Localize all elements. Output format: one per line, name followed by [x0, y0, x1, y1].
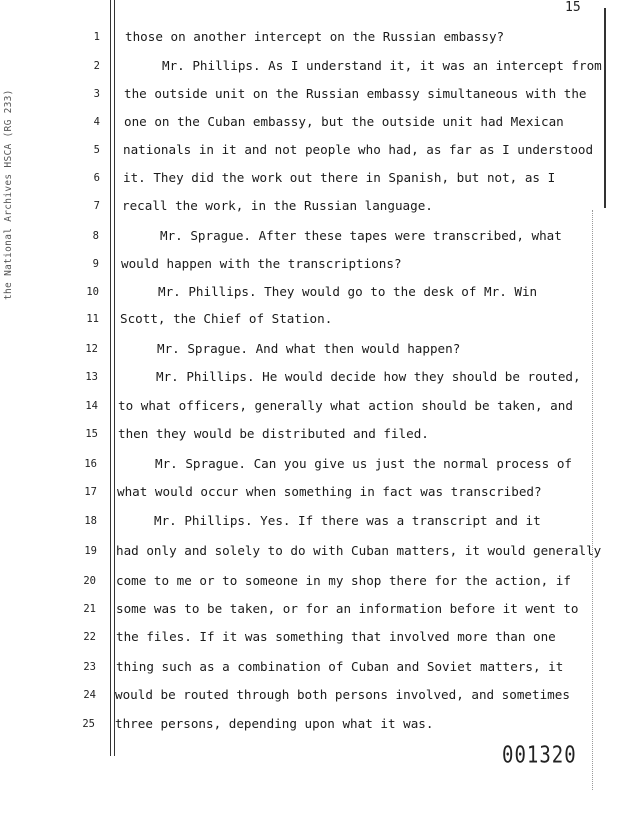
line-number: 6	[93, 172, 100, 184]
right-margin-rule	[604, 8, 606, 208]
transcript-line: come to me or to someone in my shop there for the action, if	[116, 573, 571, 588]
line-number: 4	[93, 116, 100, 128]
line-number: 25	[82, 718, 95, 730]
line-number: 5	[93, 144, 100, 156]
line-number: 20	[83, 575, 96, 587]
line-number: 19	[84, 545, 97, 557]
transcript-line: Mr. Phillips. He would decide how they should be routed,	[156, 369, 581, 384]
line-number: 17	[84, 486, 97, 498]
transcript-line: Mr. Sprague. Can you give us just the normal process of	[155, 456, 573, 471]
transcript-line: Mr. Sprague. After these tapes were transcribed, what	[160, 228, 562, 243]
transcript-line: nationals in it and not people who had, as far as I understood	[123, 142, 594, 157]
line-number: 24	[83, 689, 96, 701]
right-margin-rule-lower	[592, 210, 593, 790]
transcript-line: Mr. Phillips. Yes. If there was a transcript and it	[154, 513, 541, 528]
transcript-line: three persons, depending upon what it was.	[115, 716, 434, 731]
archive-stamp: the National Archives HSCA (RG 233)	[3, 89, 14, 300]
line-number: 12	[85, 343, 98, 355]
transcript-line: would happen with the transcriptions?	[121, 256, 402, 271]
transcript-line: recall the work, in the Russian language.	[122, 198, 433, 213]
transcript-line: what would occur when something in fact was transcribed?	[117, 484, 542, 499]
line-number: 9	[92, 258, 99, 270]
transcript-line: Mr. Sprague. And what then would happen?	[157, 341, 461, 356]
transcript-line: to what officers, generally what action should be taken, and	[118, 398, 573, 413]
page-number: 15	[565, 0, 581, 15]
line-number: 1	[93, 31, 100, 43]
line-number: 3	[93, 88, 100, 100]
transcript-line: one on the Cuban embassy, but the outside unit had Mexican	[124, 114, 564, 129]
line-number: 22	[83, 631, 96, 643]
transcript-line: some was to be taken, or for an information before it went to	[116, 601, 579, 616]
transcript-line: those on another intercept on the Russian embassy?	[125, 29, 505, 44]
transcript-line: Mr. Phillips. They would go to the desk of Mr. Win	[158, 284, 538, 299]
transcript-line: the files. If it was something that involved more than one	[116, 629, 556, 644]
transcript-line: had only and solely to do with Cuban matters, it would generally	[116, 543, 602, 558]
transcript-line: Mr. Phillips. As I understand it, it was an intercept from	[162, 58, 602, 73]
line-number: 23	[83, 661, 96, 673]
transcript-line: the outside unit on the Russian embassy simultaneous with the	[124, 86, 587, 101]
line-number: 10	[86, 286, 99, 298]
line-number: 14	[85, 400, 98, 412]
left-margin-rule	[110, 0, 111, 756]
transcript-line: would be routed through both persons involved, and sometimes	[115, 687, 570, 702]
transcript-line: then they would be distributed and filed.	[118, 426, 429, 441]
left-margin-rule-inner	[114, 0, 115, 756]
transcript-line: thing such as a combination of Cuban and Soviet matters, it	[116, 659, 564, 674]
line-number: 16	[84, 458, 97, 470]
transcript-line: it. They did the work out there in Spanish, but not, as I	[123, 170, 556, 185]
line-number: 8	[92, 230, 99, 242]
line-number: 11	[86, 313, 99, 325]
line-number: 15	[85, 428, 98, 440]
document-id: 001320	[502, 742, 577, 769]
line-number: 18	[84, 515, 97, 527]
transcript-line: Scott, the Chief of Station.	[120, 311, 333, 326]
line-number: 7	[93, 200, 100, 212]
line-number: 13	[85, 371, 98, 383]
line-number: 21	[83, 603, 96, 615]
line-number: 2	[93, 60, 100, 72]
